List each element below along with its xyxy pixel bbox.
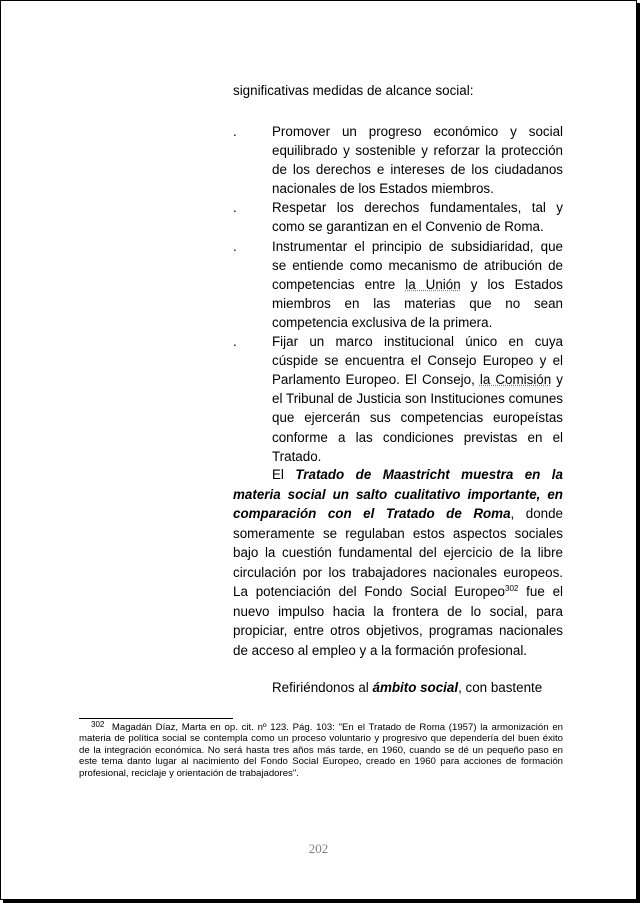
- paragraph-emphasis: Tratado de Maastricht muestra en la materia social un salto cualitativo importante, en comparación con el Tratado de Roma: [233, 467, 563, 521]
- paragraph-text: , donde someramente se regulaban estos aspectos sociales bajo la cuestión fundamental del ejercicio de la libre circulación por los trabajadores nacionales europeos. La potenciación del Fondo Social Europeo: [233, 506, 563, 599]
- lead-line: significativas medidas de alcance social:: [233, 83, 474, 98]
- bullet-text: y el Tribunal de Justicia son Instituciones comunes que ejercerán sus competencias europeístas conforme a las condiciones previstas en el Tratado.: [272, 372, 563, 464]
- paragraph-text: , con bastente: [458, 680, 543, 695]
- bullet-text: Fijar un marco institucional único en cuya cúspide se encuentra el Consejo Europeo y el Parlamento Europeo. El Consejo,: [272, 334, 563, 388]
- bullet-text: Promover un progreso económico y social equilibrado y sostenible y reforzar la protección de los derechos e intereses de los ciudadanos nacionales de los Estados miembros.: [272, 124, 563, 197]
- paragraph-lead: El: [272, 467, 296, 482]
- footnote-separator: [79, 718, 233, 719]
- paragraph-text: fue el nuevo impulso hacia la frontera de lo social, para propiciar, entre otros objetivos, programas nacionales de acceso al empleo y a la formación profesional.: [233, 584, 564, 658]
- bullet-text-marked: la Comisión: [479, 372, 552, 388]
- paragraph-maastricht: [233, 465, 563, 660]
- paragraph-ambito: [233, 678, 563, 698]
- page-number: 202: [308, 841, 329, 856]
- bullet-text: y los Estados miembros en las materias que no sean competencia exclusiva de la primera.: [272, 276, 563, 330]
- footnote-text: Magadán Díaz, Marta en op. cit. nº 123. Pág. 103: "En el Tratado de Roma (1957) la armonización en materia de política social se contempla como un proceso voluntario y progresivo que dependería del buen éxito de la integración económica. No será hasta tres años más tarde, en 1960, cuando se dé un pequeño paso en este tema danto lugar al nacimiento del Fondo Social Europeo, creado en 1960 para acciones de formación profesional, reciclaje y orientación de trabajadores".: [79, 722, 563, 779]
- bullet-text: Instrumentar el principio de subsidiaridad, que se entiende como mecanismo de atribución de competencias entre: [272, 238, 563, 292]
- bullet-text: Respetar los derechos fundamentales, tal y como se garantizan en el Convenio de Roma.: [272, 200, 563, 235]
- bullet-marker: .: [233, 200, 237, 216]
- paragraph-lead: Refiriéndonos al: [272, 680, 373, 695]
- bullet-marker: .: [233, 124, 237, 139]
- footnote-number: 302: [91, 720, 105, 729]
- bullet-text-marked: la Unión: [405, 276, 461, 292]
- list-item: [233, 332, 563, 466]
- footnote-reference[interactable]: 302: [505, 584, 519, 593]
- list-item: [233, 198, 563, 236]
- bullet-marker: .: [233, 238, 237, 254]
- footnote: [79, 722, 563, 779]
- bullet-list: [233, 122, 563, 466]
- paragraph-emphasis: ámbito social: [372, 680, 459, 695]
- list-item: [233, 122, 563, 198]
- list-item: [233, 237, 563, 332]
- bullet-marker: .: [233, 334, 237, 350]
